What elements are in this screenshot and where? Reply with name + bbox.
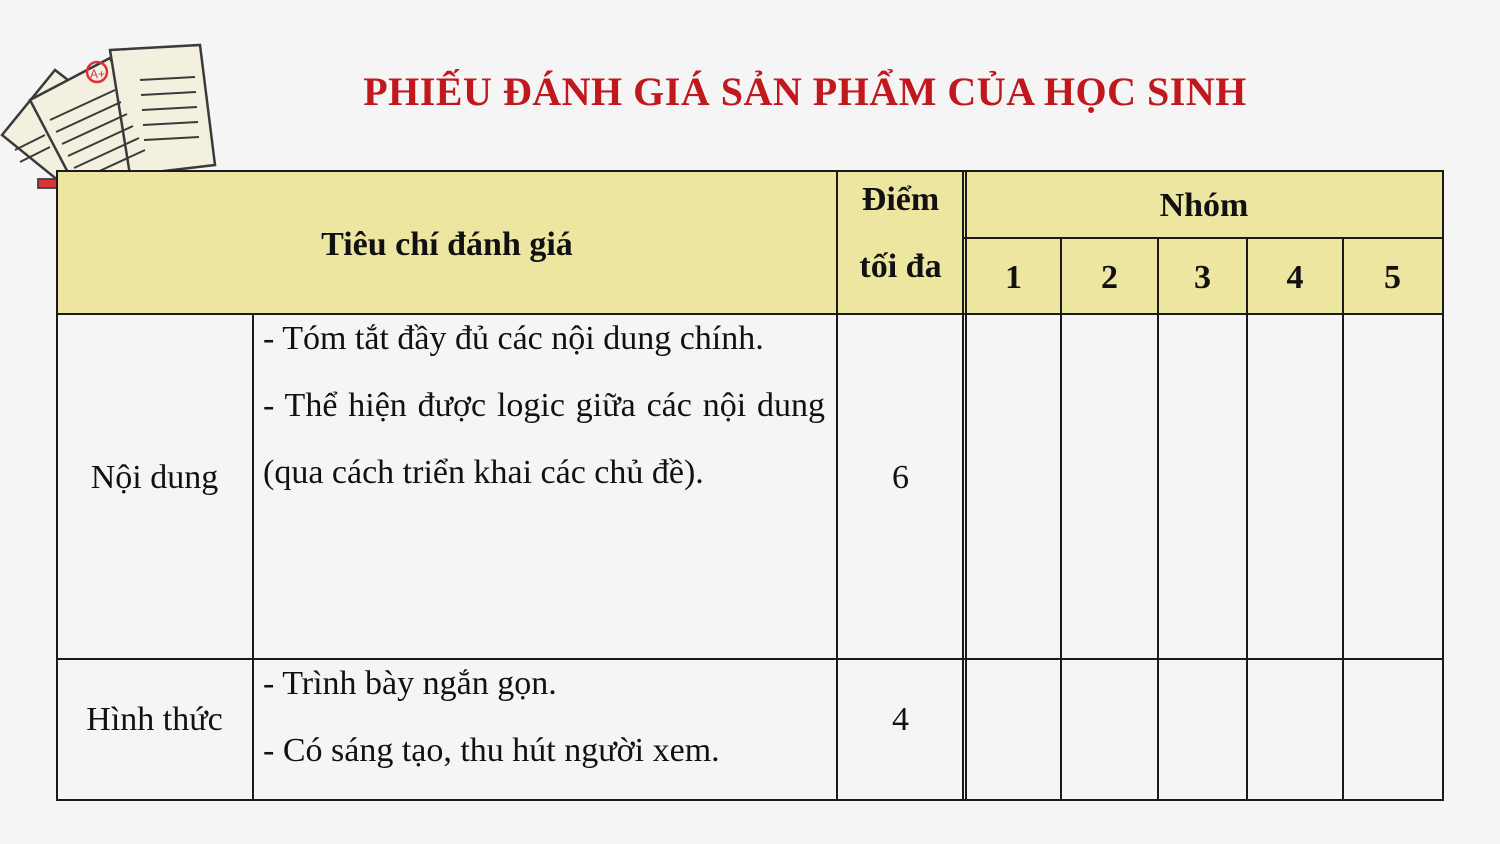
header-group-5: 5 <box>1384 259 1401 296</box>
row-form-criteria <box>263 650 825 784</box>
criteria-item: - Có sáng tạo, thu hút người xem. <box>263 732 720 769</box>
score-cell[interactable] <box>1248 660 1342 799</box>
score-cell[interactable] <box>967 660 1060 799</box>
score-cell[interactable] <box>1159 660 1246 799</box>
score-cell[interactable] <box>1344 660 1442 799</box>
criteria-item: - Trình bày ngắn gọn. <box>263 665 557 702</box>
score-cell[interactable] <box>1344 315 1442 658</box>
header-max-score-line1: Điểm <box>861 181 940 218</box>
svg-text:A+: A+ <box>90 67 106 81</box>
score-cell[interactable] <box>1159 315 1246 658</box>
row-content-criteria <box>263 305 825 506</box>
criteria-item: - Thể hiện được logic giữa các nội dung (qua cách triển khai các chủ đề). <box>263 387 825 491</box>
row-content-max-score: 6 <box>892 459 909 496</box>
row-content-category: Nội dung <box>90 459 219 496</box>
score-cell[interactable] <box>1248 315 1342 658</box>
score-cell[interactable] <box>1062 315 1157 658</box>
header-groups: Nhóm <box>1159 187 1249 224</box>
page-title: PHIẾU ĐÁNH GIÁ SẢN PHẨM CỦA HỌC SINH <box>363 69 1247 114</box>
row-form-category: Hình thức <box>86 701 223 738</box>
header-group-4: 4 <box>1286 259 1304 296</box>
score-cell[interactable] <box>967 315 1060 658</box>
header-group-1: 1 <box>1005 259 1022 296</box>
score-cell[interactable] <box>1062 660 1157 799</box>
header-group-3: 3 <box>1194 259 1211 296</box>
header-group-2: 2 <box>1101 259 1118 296</box>
header-criteria: Tiêu chí đánh giá <box>321 226 573 263</box>
criteria-item: - Tóm tắt đầy đủ các nội dung chính. <box>263 320 764 357</box>
header-max-score-line2: tối đa <box>859 248 942 285</box>
row-form-max-score: 4 <box>892 701 909 738</box>
